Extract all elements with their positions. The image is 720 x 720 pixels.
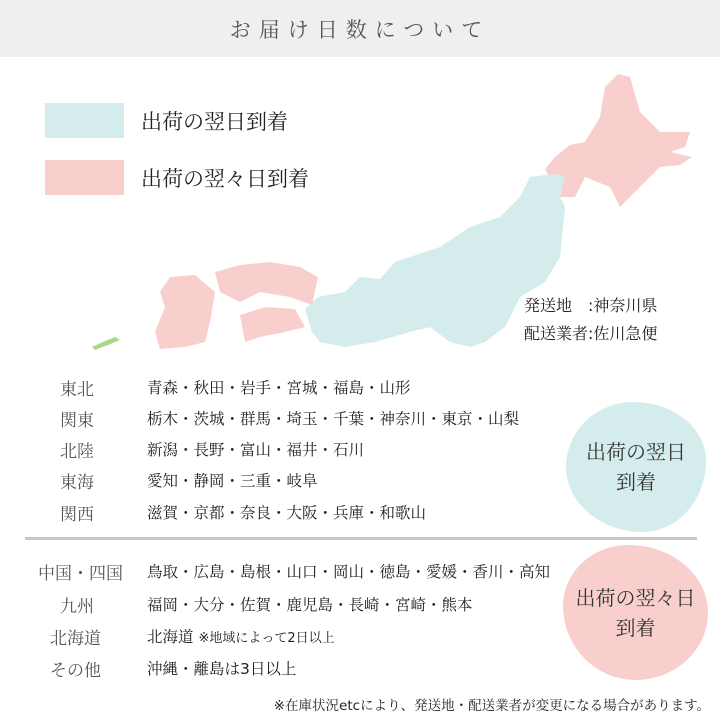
legend-label: 出荷の翌々日到着 — [141, 166, 309, 191]
region-name: 中国・四国 — [38, 563, 123, 584]
badge-line: 到着 — [615, 615, 656, 640]
page-title: お届け日数について — [229, 17, 491, 42]
region-row — [0, 375, 411, 400]
region-prefs: 鳥取・広島・島根・山口・岡山・徳島・愛媛・香川・高知 — [147, 563, 551, 581]
region-row — [0, 468, 318, 493]
badge-line: 出荷の翌々日 — [575, 585, 696, 610]
region-row — [0, 592, 473, 617]
region-name: その他 — [50, 660, 101, 681]
map-kyushu — [155, 275, 215, 349]
next-day-badge — [566, 402, 706, 532]
region-prefs-text: 北海道 — [147, 628, 194, 646]
origin-carrier: 配送業者:佐川急便 — [524, 324, 658, 343]
region-note: ※地域によって2日以上 — [198, 631, 335, 646]
badge-line: 出荷の翌日 — [586, 440, 686, 464]
region-prefs — [147, 625, 335, 647]
map-hokkaido — [545, 74, 692, 207]
page-header — [0, 0, 720, 57]
region-row — [0, 437, 365, 462]
region-prefs: 福岡・大分・佐賀・鹿児島・長崎・宮崎・熊本 — [147, 596, 473, 614]
region-prefs: 青森・秋田・岩手・宮城・福島・山形 — [147, 379, 411, 397]
region-row — [0, 624, 335, 649]
map-okinawa — [92, 337, 120, 350]
badge-line: 到着 — [616, 470, 656, 494]
region-row — [0, 500, 427, 525]
region-prefs: 沖縄・離島は3日以上 — [147, 660, 297, 678]
region-name: 東北 — [60, 379, 94, 400]
region-name: 北海道 — [50, 628, 101, 649]
region-name: 北陸 — [60, 441, 94, 462]
two-day-badge — [563, 545, 708, 680]
region-row — [0, 406, 520, 431]
region-name: 九州 — [60, 596, 94, 617]
region-row — [0, 656, 297, 681]
region-name: 関西 — [60, 504, 94, 525]
section-divider — [25, 537, 697, 540]
origin-place: 発送地 :神奈川県 — [524, 296, 658, 315]
region-prefs: 滋賀・京都・奈良・大阪・兵庫・和歌山 — [147, 504, 427, 522]
legend-label: 出荷の翌日到着 — [141, 109, 288, 134]
map-chugoku — [215, 262, 318, 305]
map-shikoku — [240, 307, 305, 342]
region-prefs: 栃木・茨城・群馬・埼玉・千葉・神奈川・東京・山梨 — [147, 410, 520, 428]
region-name: 東海 — [60, 472, 94, 493]
footnote: ※在庫状況etcにより、発送地・配送業者が変更になる場合があります。 — [273, 698, 710, 714]
region-row — [0, 559, 551, 584]
region-prefs: 愛知・静岡・三重・岐阜 — [147, 472, 318, 490]
region-prefs: 新潟・長野・富山・福井・石川 — [147, 441, 365, 459]
region-name: 関東 — [60, 410, 94, 431]
